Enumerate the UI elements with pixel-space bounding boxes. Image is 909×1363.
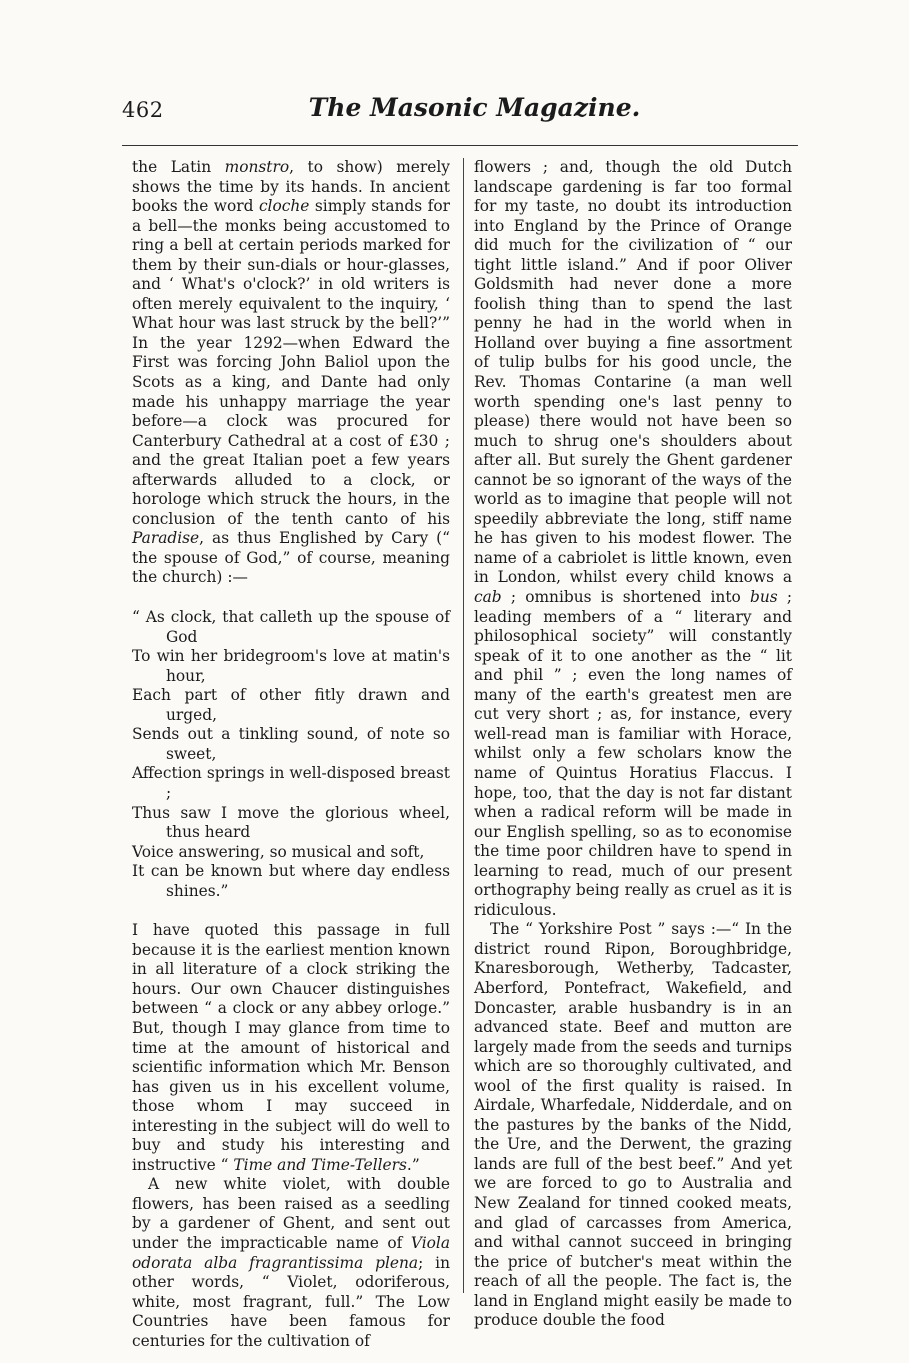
running-title: The Masonic Magazine.: [308, 93, 641, 122]
paragraph: [132, 921, 450, 1175]
column-rule: [463, 158, 464, 1293]
text-run: simply stands for a bell—the monks being accustomed to ring a bell at certain periods marked for them by their sun-dials or hour-glasses, and ‘ What's o'clock?’ in old writers is often merely equivalent to the inquiry, ‘ What hour was last struck by the bell?’” In the year 1292—when Edward the First was forcing John Baliol upon the Scots as a king, and Dante had only made his unhappy marriage the year before—a clock was procured for Canterbury Cathedral at a cost of £30 ; and the great Italian poet a few years afterwards alluded to a clock, or horologe which struck the hours, in the conclusion of the tenth canto of his: [132, 197, 450, 528]
right-column: [474, 158, 792, 1331]
poem-line: Each part of other fitly drawn and urged,: [132, 686, 450, 724]
poem-line: To win her bridegroom's love at matin's hour,: [132, 647, 450, 685]
page-number: 462: [122, 98, 164, 122]
text-run: ; leading members of a “ literary and philosophical society” will constantly speak of it to one another as the “ lit and phil ” ; even the long names of many of the earth's greatest men are cut very short ; as, for instance, every well-read man is familiar with Horace, whilst only a few scholars know the name of Quintus Horatius Flaccus. I hope, too, that the day is not far distant when a radical reform will be made in our English spelling, so as to economise the time poor children have to spend in learning to read, much of our present orthography being really as cruel as it is ridiculous.: [474, 588, 793, 919]
italic-run: Viola odorata alba fragrantissima plena: [132, 1233, 450, 1272]
header-rule: [122, 145, 798, 146]
text-run: , as thus Englished by Cary (“ the spouse of God,” of course, meaning the church) :—: [132, 529, 450, 587]
text-run: I have quoted this passage in full because it is the earliest mention known in all literature of a clock striking the hours. Our own Chaucer distinguishes between “ a clock or any abbey orloge.” But, though I may glance from time to time at the amount of historical and scientific information which Mr. Benson has given us in his excellent volume, those whom I may succeed in interesting in the subject will do well to buy and study his interesting and instructive “: [132, 921, 450, 1174]
text-run: flowers ; and, though the old Dutch landscape gardening is far too formal for my taste, no doubt its introduction into England by the Prince of Orange did much for the civilization of “ our tight little island.” And if poor Oliver Goldsmith had never done a more foolish thing than to spend the last penny he had in the world when in Holland over buying a fine assortment of tulip bulbs for his good uncle, the Rev. Thomas Contarine (a man well worth spending one's last penny to please) there would not have been so much to shrug one's shoulders about after all. But surely the Ghent gardener cannot be so ignorant of the ways of the world as to imagine that people will not speedily abbreviate the long, stiff name he has given to his modest flower. The name of a cabriolet is little known, even in London, whilst every child knows a: [474, 158, 792, 587]
text-run: .”: [406, 1155, 420, 1174]
poem-line: Sends out a tinkling sound, of note so sweet,: [132, 725, 450, 763]
poem: [132, 608, 450, 901]
poem-line: Thus saw I move the glorious wheel, thus heard: [132, 803, 450, 842]
poem-line: “ As clock, that calleth up the spouse of God: [132, 608, 450, 646]
text-run: ; omnibus is shortened into: [501, 588, 750, 607]
italic-run: monstro: [224, 158, 290, 176]
left-column: [132, 158, 450, 1351]
text-run: ; in other words, “ Violet, odoriferous, white, most fragrant, full.” The Low Countries have been famous for centuries for the cultivation of: [132, 1253, 450, 1350]
italic-run: bus: [749, 588, 778, 607]
text-run: A new white violet, with double flowers, has been raised as a seedling by a gardener of Ghent, and sent out under the impracticable name of: [132, 1175, 450, 1252]
paragraph: [132, 1175, 450, 1351]
italic-run: cab: [474, 588, 502, 607]
poem-line: Voice answering, so musical and soft,: [132, 842, 425, 861]
paragraph: [474, 158, 792, 920]
italic-run: cloche: [258, 197, 310, 216]
text-run: , to show) merely shows the time by its hands. In ancient books the word: [132, 158, 450, 216]
poem-line: Affection springs in well-disposed breast ;: [132, 764, 450, 802]
italic-run: Paradise: [132, 529, 200, 548]
poem-line: It can be known but where day endless shines.”: [132, 862, 450, 900]
paragraph: The “ Yorkshire Post ” says :—“ In the district round Ripon, Boroughbridge, Knaresborough, Wetherby, Tadcaster, Aberford, Pontefract, Wakefield, and Doncaster, arable husbandry is in an advanced state. Beef and mutton are largely made from the seeds and turnips which are so thoroughly cultivated, and wool of the first quality is raised. In Airdale, Wharfedale, Nidderdale, and on the pastures by the banks of the Nidd, the Ure, and the Derwent, the grazing lands are full of the best beef.” And yet we are forced to go to Australia and New Zealand for tinned cooked meats, and glad of carcasses from America, and withal cannot succeed in bringing the price of butcher's meat within the reach of all the people. The fact is, the land in England might easily be made to produce double the food: [474, 920, 792, 1330]
italic-run: Time and Time-Tellers: [233, 1155, 407, 1174]
text-run: the Latin: [132, 158, 225, 176]
paragraph: [132, 158, 450, 588]
